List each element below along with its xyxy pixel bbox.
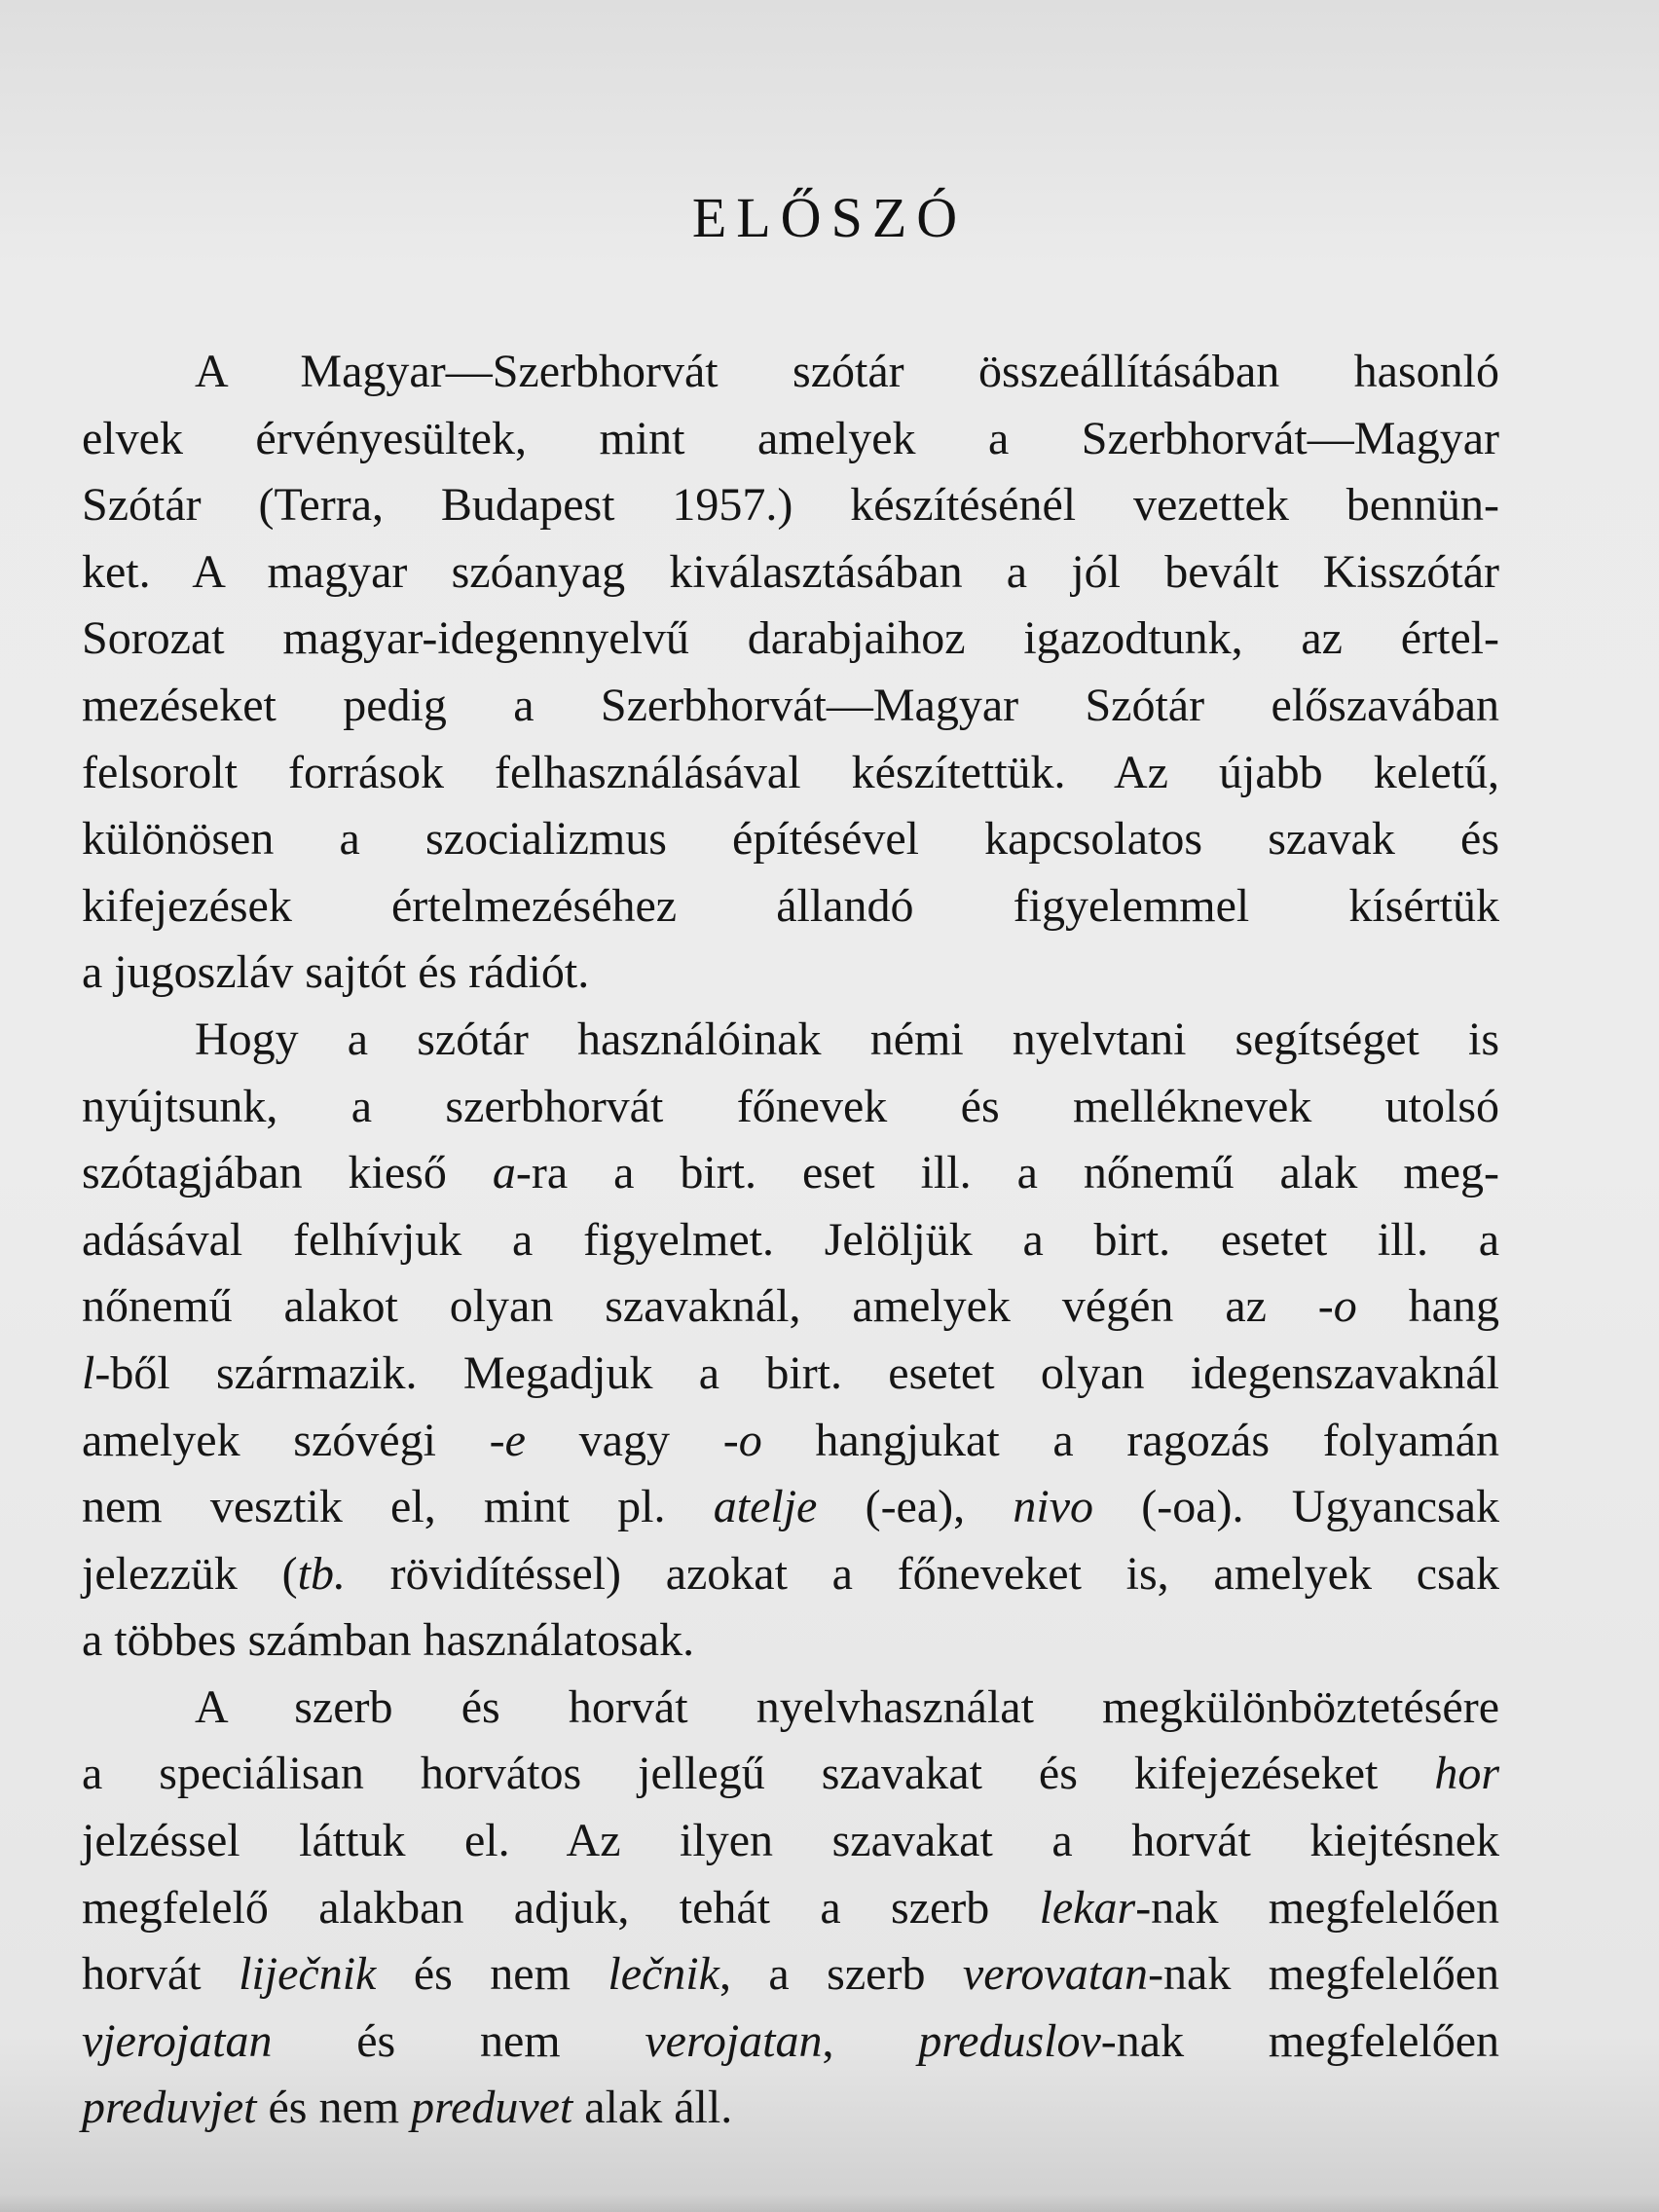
text-run: -nak megfelelően — [1148, 1948, 1500, 2001]
italic-term: a — [492, 1147, 516, 1199]
text-run: a speciálisan horvátos jellegű szavakat és kifejezéseket — [82, 1748, 1435, 1800]
text-run: -nak megfelelően — [1100, 2014, 1500, 2067]
text-run: rövidítéssel) azokat a főneveket is, amelyek csak — [345, 1547, 1499, 1600]
text-line — [82, 1808, 1499, 1875]
text-run: -ra a birt. eset ill. a nőnemű alak meg- — [515, 1147, 1500, 1199]
text-line — [82, 1408, 1499, 1475]
text-run: kifejezések értelmezéséhez állandó figyelemmel kísértük — [82, 879, 1499, 932]
text-run: vagy - — [525, 1414, 739, 1466]
text-run: nőnemű alakot olyan szavaknál, amelyek végén az - — [82, 1280, 1334, 1333]
text-run: nyújtsunk, a szerbhorvát főnevek és melléknevek utolsó — [82, 1080, 1499, 1132]
text-run: felsorolt források felhasználásával készítettük. Az újabb keletű, — [82, 746, 1499, 798]
italic-term: e — [504, 1414, 526, 1466]
text-line — [82, 806, 1499, 873]
text-run: a többes számban használatosak. — [82, 1614, 695, 1667]
text-run: (-ea), — [817, 1481, 1014, 1533]
text-line — [82, 1007, 1499, 1074]
text-run: elvek érvényesültek, mint amelyek a Szerbhorvát—Magyar — [82, 412, 1499, 464]
text-run: Szótár (Terra, Budapest 1957.) készítésénél vezettek bennün- — [82, 479, 1499, 532]
text-run: és nem — [256, 2082, 412, 2134]
italic-term: preduvjet — [82, 2082, 257, 2134]
text-line — [82, 406, 1499, 473]
italic-term: o — [1333, 1280, 1357, 1333]
text-line — [82, 606, 1499, 673]
text-line — [82, 873, 1499, 940]
text-line — [82, 1675, 1499, 1742]
text-run: szótagjában kieső — [82, 1147, 493, 1199]
italic-term: preduslov — [918, 2014, 1101, 2067]
text-line — [82, 1140, 1499, 1207]
text-line — [82, 1541, 1499, 1608]
italic-term: l — [82, 1346, 95, 1399]
text-run: mezéseket pedig a Szerbhorvát—Magyar Szótár előszavában — [82, 679, 1499, 731]
italic-term: liječnik — [239, 1948, 377, 2001]
italic-term: lečnik — [608, 1948, 719, 2001]
text-run: , a szerb — [719, 1948, 963, 2001]
text-line — [82, 1607, 1499, 1675]
text-run: megfelelő alakban adjuk, tehát a szerb — [82, 1881, 1040, 1934]
text-line — [82, 1474, 1499, 1541]
text-run: alak áll. — [572, 2082, 733, 2134]
italic-term: nivo — [1013, 1481, 1094, 1533]
text-run: nem vesztik el, mint pl. — [82, 1481, 714, 1533]
text-run: , — [822, 2014, 919, 2067]
paragraph — [82, 1007, 1499, 1675]
text-line — [82, 1207, 1499, 1274]
text-line — [82, 2075, 1499, 2142]
text-run: jelzéssel láttuk el. Az ilyen szavakat a horvát kiejtésnek — [82, 1815, 1499, 1867]
text-run: jelezzük ( — [82, 1547, 298, 1600]
text-run: és nem — [376, 1948, 608, 2001]
text-line — [82, 1941, 1499, 2009]
text-run: (-oa). Ugyancsak — [1093, 1481, 1500, 1533]
text-line — [82, 2009, 1499, 2076]
text-line — [82, 740, 1499, 807]
text-run: különösen a szocializmus építésével kapcsolatos szavak és — [82, 813, 1499, 866]
text-run: A Magyar—Szerbhorvát szótár összeállításában hasonló — [195, 346, 1499, 397]
text-run: Hogy a szótár használóinak némi nyelvtani segítséget is — [195, 1013, 1499, 1065]
page-bottom-shadow — [0, 2194, 1659, 2212]
text-run: amelyek szóvégi - — [82, 1414, 505, 1466]
italic-term: o — [738, 1414, 762, 1466]
italic-term: verojatan — [645, 2014, 823, 2067]
text-run: és nem — [272, 2014, 645, 2067]
text-run: hang — [1356, 1280, 1499, 1333]
italic-term: vjerojatan — [82, 2014, 273, 2067]
body-text — [82, 339, 1499, 2142]
paragraph — [82, 1675, 1499, 2142]
text-line — [82, 1273, 1499, 1341]
paragraph — [82, 339, 1499, 1007]
text-run: horvát — [82, 1948, 240, 2001]
text-line — [82, 339, 1499, 406]
page-title: ELŐSZÓ — [691, 186, 968, 249]
italic-term: preduvet — [411, 2082, 573, 2134]
text-line — [82, 1741, 1499, 1808]
text-line — [82, 472, 1499, 539]
text-line — [82, 1875, 1499, 1942]
italic-term: hor — [1434, 1748, 1499, 1800]
italic-term: verovatan — [962, 1948, 1149, 2001]
italic-term: tb. — [297, 1547, 346, 1600]
text-run: -ből származik. Megadjuk a birt. esetet olyan idegenszavaknál — [94, 1346, 1499, 1399]
text-run: -nak megfelelően — [1135, 1881, 1500, 1934]
text-line — [82, 539, 1499, 607]
text-run: Sorozat magyar-idegennyelvű darabjaihoz igazodtunk, az értel- — [82, 612, 1499, 665]
text-run: adásával felhívjuk a figyelmet. Jelöljük a birt. esetet ill. a — [82, 1213, 1499, 1266]
text-line — [82, 1074, 1499, 1141]
italic-term: atelje — [713, 1481, 818, 1533]
text-line — [82, 1341, 1499, 1408]
text-line — [82, 940, 1499, 1007]
italic-term: lekar — [1039, 1881, 1136, 1934]
text-run: a jugoszláv sajtót és rádiót. — [82, 946, 590, 999]
text-run: ket. A magyar szóanyag kiválasztásában a jól bevált Kisszótár — [82, 545, 1499, 598]
text-run: hangjukat a ragozás folyamán — [761, 1414, 1499, 1466]
text-line — [82, 673, 1499, 740]
text-run: A szerb és horvát nyelvhasználat megkülönböztetésére — [195, 1680, 1499, 1733]
